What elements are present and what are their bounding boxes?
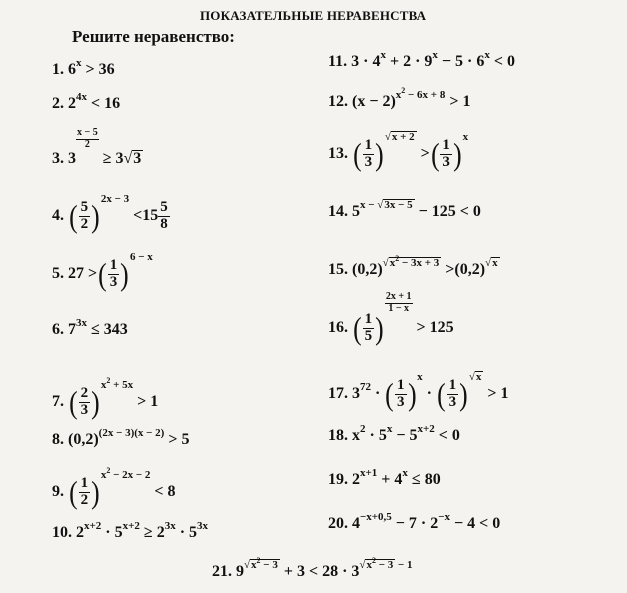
problem-19: 19. $2^{x+1} + 4^x \le 80$ <box>328 467 441 488</box>
problem-18: 18. $x^2 \cdot 5^x - 5^{x+2} < 0$ <box>328 423 460 444</box>
problem-number: 8. <box>52 431 64 448</box>
problem-number: 11. <box>328 53 348 70</box>
problem-14: 14. $5^{x - √3x - 5} - 125 < 0$ <box>328 199 481 220</box>
problem-number: 9. <box>52 482 64 500</box>
problem-number: 19. <box>328 471 348 488</box>
problem-number: 20. <box>328 515 348 532</box>
page-title: ПОКАЗАТЕЛЬНЫЕ НЕРАВЕНСТВА <box>200 8 427 23</box>
problem-number: 15. <box>328 261 348 278</box>
problem-number: 18. <box>328 427 348 444</box>
problem-12: 12. $(x - 2)^{x^2 - 6x + 8} > 1$ <box>328 86 471 110</box>
problem-number: 5. <box>52 264 64 282</box>
problem-15: 15. $(0,2)^{√x^2 - 3x + 3} >(0,2)^{√x}$ <box>328 254 498 278</box>
problem-13: 13. ( $\frac{1}{3}$ )$^{√x + 2}$ >( $\frac{1}{3}$ )$^x$ <box>328 130 469 173</box>
problem-number: 21. <box>212 563 232 580</box>
problem-8: 8. $(0,2)^{(2x - 3)(x - 2)} > 5$ <box>52 427 190 448</box>
problem-number: 14. <box>328 203 348 220</box>
problem-21: 21. $9^{√x^2 - 3} + 3 < 28 \cdot 3^{√x^2 - 3 - 1}$ <box>212 556 413 580</box>
problem-9: 9. ( $\frac{1}{2}$ )$^{x^2 - 2x - 2}$ < 8 <box>52 465 176 511</box>
problem-5: 5. 27 >( $\frac{1}{3}$ )$^{6 - x}$ <box>52 250 153 293</box>
problem-20: 20. $4^{-x+0,5} - 7 \cdot 2^{-x} - 4 < 0$ <box>328 511 501 532</box>
problem-11: 11. $3 \cdot 4^x + 2 \cdot 9^x - 5 \cdot 6^x < 0$ <box>328 49 515 70</box>
problem-number: 3. <box>52 150 64 167</box>
problem-number: 12. <box>328 93 348 110</box>
problem-number: 1. <box>52 61 64 78</box>
problem-number: 2. <box>52 95 64 112</box>
problem-7: 7. ( $\frac{2}{3}$ )$^{x^2 + 5x}$ > 1 <box>52 375 159 421</box>
problem-16: 16. ( $\frac{1}{5}$ ) $\frac{2x + 1}{1 - x}$ > 125 <box>328 291 454 347</box>
problem-number: 4. <box>52 206 64 224</box>
problem-2: 2. $2^{4x} < 16$ <box>52 91 121 112</box>
problem-number: 10. <box>52 524 72 541</box>
problem-6: 6. $7^{3x} \le 343$ <box>52 317 128 338</box>
problem-17: 17. $3^{72}$ · ( $\frac{1}{3}$ )$^x$ · ( $\frac{1}{3}$ )$^{√x}$ > 1 <box>328 370 509 413</box>
problem-number: 17. <box>328 384 348 402</box>
problem-number: 7. <box>52 392 64 410</box>
problem-number: 6. <box>52 321 64 338</box>
problem-number: 13. <box>328 144 348 162</box>
problem-number: 16. <box>328 318 348 336</box>
problem-4: 4. ( $\frac{5}{2}$ )$^{2x - 3}$ <15 $\frac{5}{8}$ <box>52 192 168 235</box>
problem-1: 1. $6^x > 36$ <box>52 57 115 78</box>
problem-10: 10. $2^{x+2} \cdot 5^{x+2} \ge 2^{3x} \cdot 5^{3x}$ <box>52 520 209 541</box>
instruction-text: Решите неравенство: <box>72 27 235 46</box>
problem-3: 3. 3 $\frac{x - 5}{2}$ ≥ 3√3 <box>52 127 142 167</box>
